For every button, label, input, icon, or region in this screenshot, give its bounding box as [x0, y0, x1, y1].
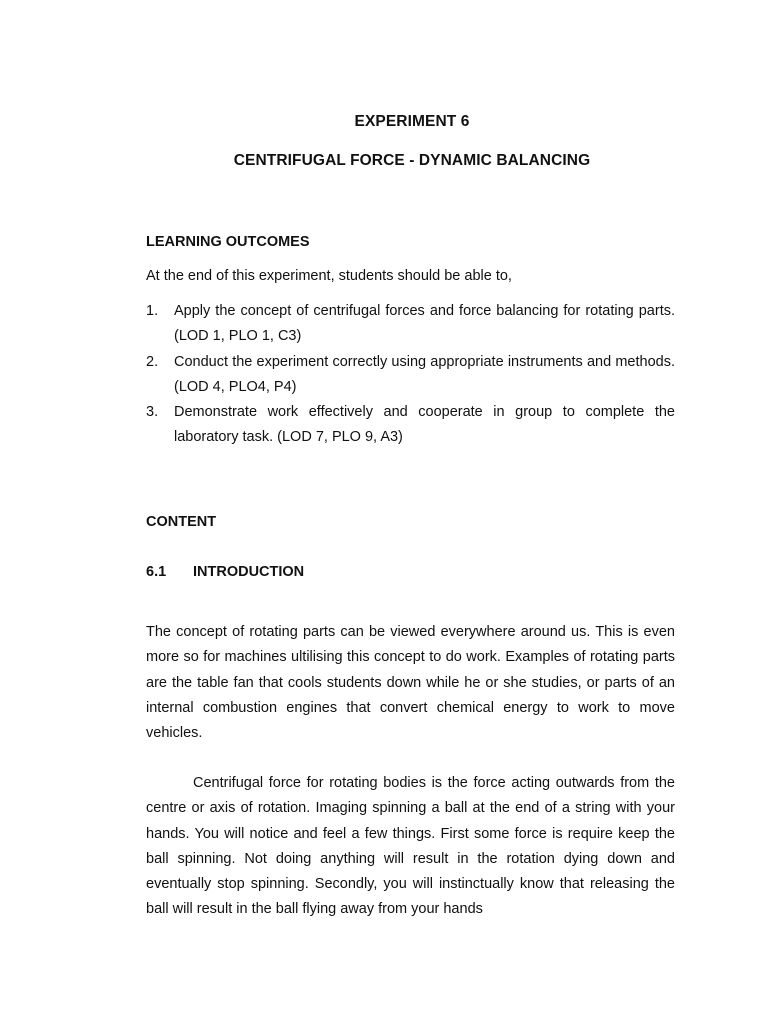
list-item-number: 3. [146, 404, 159, 421]
list-item-number: 1. [146, 303, 159, 319]
list-item [146, 400, 675, 451]
section-number: 6.1 [146, 564, 167, 580]
introduction-paragraph: The concept of rotating parts can be viewed everywhere around us. This is even more so for machines ultilising this concept to do work. Examples of rotating parts are the table fan that cools students down while he or she studies, or parts of an internal combustion engines that convert chemical energy to work to move vehicles. [146, 624, 675, 742]
experiment-number-heading: EXPERIMENT 6 [354, 113, 470, 130]
list-item [146, 299, 675, 350]
learning-outcomes-list [146, 299, 675, 451]
centrifugal-force-paragraph: Centrifugal force for rotating bodies is the force acting outwards from the centre or axis of rotation. Imaging spinning a ball at the end of a string with your hands. You will notice and feel a few things. First some force is require keep the ball spinning. Not doing anything will result in the rotation dying down and eventually stop spinning. Secondly, you will instinctually know that releasing the ball will result in the ball flying away from your hands [146, 775, 675, 918]
list-item-text: Apply the concept of centrifugal forces and force balancing for rotating parts. (LOD 1, PLO 1, C3) [174, 303, 675, 345]
experiment-title-heading: CENTRIFUGAL FORCE - DYNAMIC BALANCING [233, 152, 591, 169]
list-item-number: 2. [146, 353, 159, 370]
learning-outcomes-heading: LEARNING OUTCOMES [146, 234, 310, 250]
list-item-text: Conduct the experiment correctly using appropriate instruments and methods. (LOD 4, PLO4, P4) [174, 353, 675, 395]
list-item-text: Demonstrate work effectively and cooperate in group to complete the laboratory task. (LOD 7, PLO 9, A3) [174, 404, 675, 446]
section-title: INTRODUCTION [193, 564, 305, 580]
content-heading: CONTENT [146, 514, 217, 530]
learning-outcomes-intro: At the end of this experiment, students should be able to, [146, 268, 512, 284]
list-item [146, 350, 675, 401]
